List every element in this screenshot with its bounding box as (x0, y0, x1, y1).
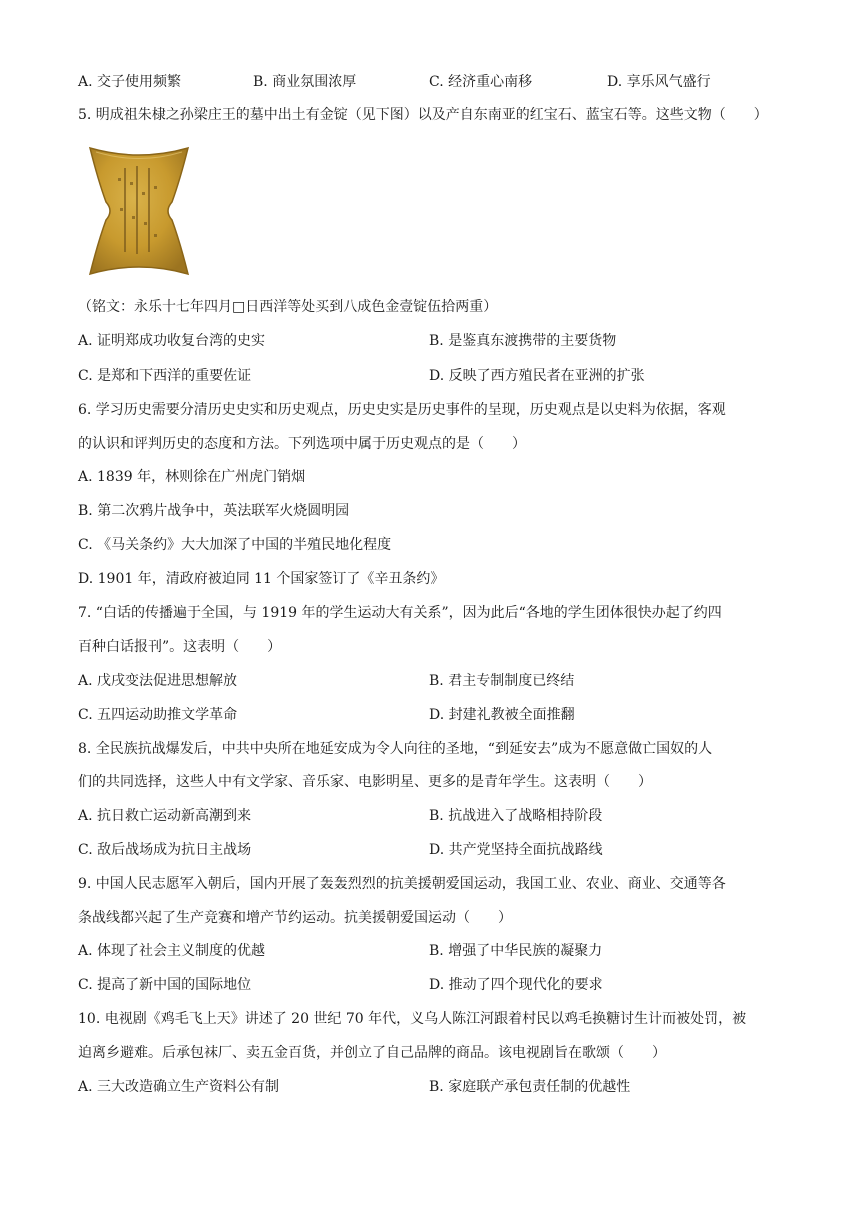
q7-stem-line-2: 百种白话报刊”。这表明（ ） (78, 639, 282, 655)
q4-option-a[interactable]: A. 交子使用频繁 (78, 74, 182, 90)
q8-stem-line-1: 8. 全民族抗战爆发后，中共中央所在地延安成为令人向往的圣地，“到延安去”成为不愿意做亡国奴的人 (78, 741, 713, 757)
q6-option-a[interactable]: A. 1839 年，林则徐在广州虎门销烟 (78, 469, 306, 485)
q9-option-b[interactable]: B. 增强了中华民族的凝聚力 (429, 943, 603, 959)
q6-option-d[interactable]: D. 1901 年，清政府被迫同 11 个国家签订了《辛丑条约》 (78, 571, 445, 587)
q9-option-c[interactable]: C. 提高了新中国的国际地位 (78, 977, 252, 993)
q5-stem: 5. 明成祖朱棣之孙梁庄王的墓中出土有金锭（见下图）以及产自东南亚的红宝石、蓝宝石等。这些文物（ ） (78, 107, 768, 123)
q10-stem-line-2: 迫离乡避难。后承包袜厂、卖五金百货，并创立了自己品牌的商品。该电视剧旨在歌颂（ ） (78, 1045, 666, 1061)
q5-caption: （铭文：永乐十七年四月□日西洋等处买到八成色金壹锭伍拾两重） (78, 299, 498, 315)
q10-stem-line-1: 10. 电视剧《鸡毛飞上天》讲述了 20 世纪 70 年代，义乌人陈江河跟着村民以鸡毛换糖讨生计而被处罚，被 (78, 1011, 747, 1027)
q5-option-d[interactable]: D. 反映了西方殖民者在亚洲的扩张 (429, 368, 645, 384)
q5-option-c[interactable]: C. 是郑和下西洋的重要佐证 (78, 368, 252, 384)
gold-ingot-image (84, 142, 194, 280)
q7-option-c[interactable]: C. 五四运动助推文学革命 (78, 707, 238, 723)
q10-option-a[interactable]: A. 三大改造确立生产资料公有制 (78, 1079, 280, 1095)
q8-stem-line-2: 们的共同选择，这些人中有文学家、音乐家、电影明星、更多的是青年学生。这表明（ ） (78, 774, 652, 790)
q7-option-d[interactable]: D. 封建礼教被全面推翻 (429, 707, 575, 723)
q10-option-b[interactable]: B. 家庭联产承包责任制的优越性 (429, 1079, 631, 1095)
q6-option-b[interactable]: B. 第二次鸦片战争中，英法联军火烧圆明园 (78, 503, 350, 519)
q9-stem-line-2: 条战线都兴起了生产竞赛和增产节约运动。抗美援朝爱国运动（ ） (78, 910, 512, 926)
q8-option-b[interactable]: B. 抗战进入了战略相持阶段 (429, 808, 603, 824)
q9-option-d[interactable]: D. 推动了四个现代化的要求 (429, 977, 603, 993)
q6-option-c[interactable]: C. 《马关条约》大大加深了中国的半殖民地化程度 (78, 537, 392, 553)
q6-stem-line-1: 6. 学习历史需要分清历史史实和历史观点，历史史实是历史事件的呈现，历史观点是以史料为依据，客观 (78, 402, 726, 418)
q7-option-b[interactable]: B. 君主专制制度已终结 (429, 673, 575, 689)
q4-option-d[interactable]: D. 享乐风气盛行 (607, 74, 711, 90)
q7-stem-line-1: 7. “白话的传播遍于全国，与 1919 年的学生运动大有关系”，因为此后“各地的学生团体很快办起了约四 (78, 605, 722, 621)
q4-option-c[interactable]: C. 经济重心南移 (429, 74, 533, 90)
q8-option-a[interactable]: A. 抗日救亡运动新高潮到来 (78, 808, 252, 824)
q4-option-b[interactable]: B. 商业氛围浓厚 (253, 74, 357, 90)
q7-option-a[interactable]: A. 戊戌变法促进思想解放 (78, 673, 238, 689)
q5-option-a[interactable]: A. 证明郑成功收复台湾的史实 (78, 333, 266, 349)
q5-option-b[interactable]: B. 是鉴真东渡携带的主要货物 (429, 333, 617, 349)
q9-option-a[interactable]: A. 体现了社会主义制度的优越 (78, 943, 266, 959)
q6-stem-line-2: 的认识和评判历史的态度和方法。下列选项中属于历史观点的是（ ） (78, 436, 526, 452)
q8-option-d[interactable]: D. 共产党坚持全面抗战路线 (429, 842, 603, 858)
q8-option-c[interactable]: C. 敌后战场成为抗日主战场 (78, 842, 252, 858)
q9-stem-line-1: 9. 中国人民志愿军入朝后，国内开展了轰轰烈烈的抗美援朝爱国运动，我国工业、农业、商业、交通等各 (78, 876, 726, 892)
